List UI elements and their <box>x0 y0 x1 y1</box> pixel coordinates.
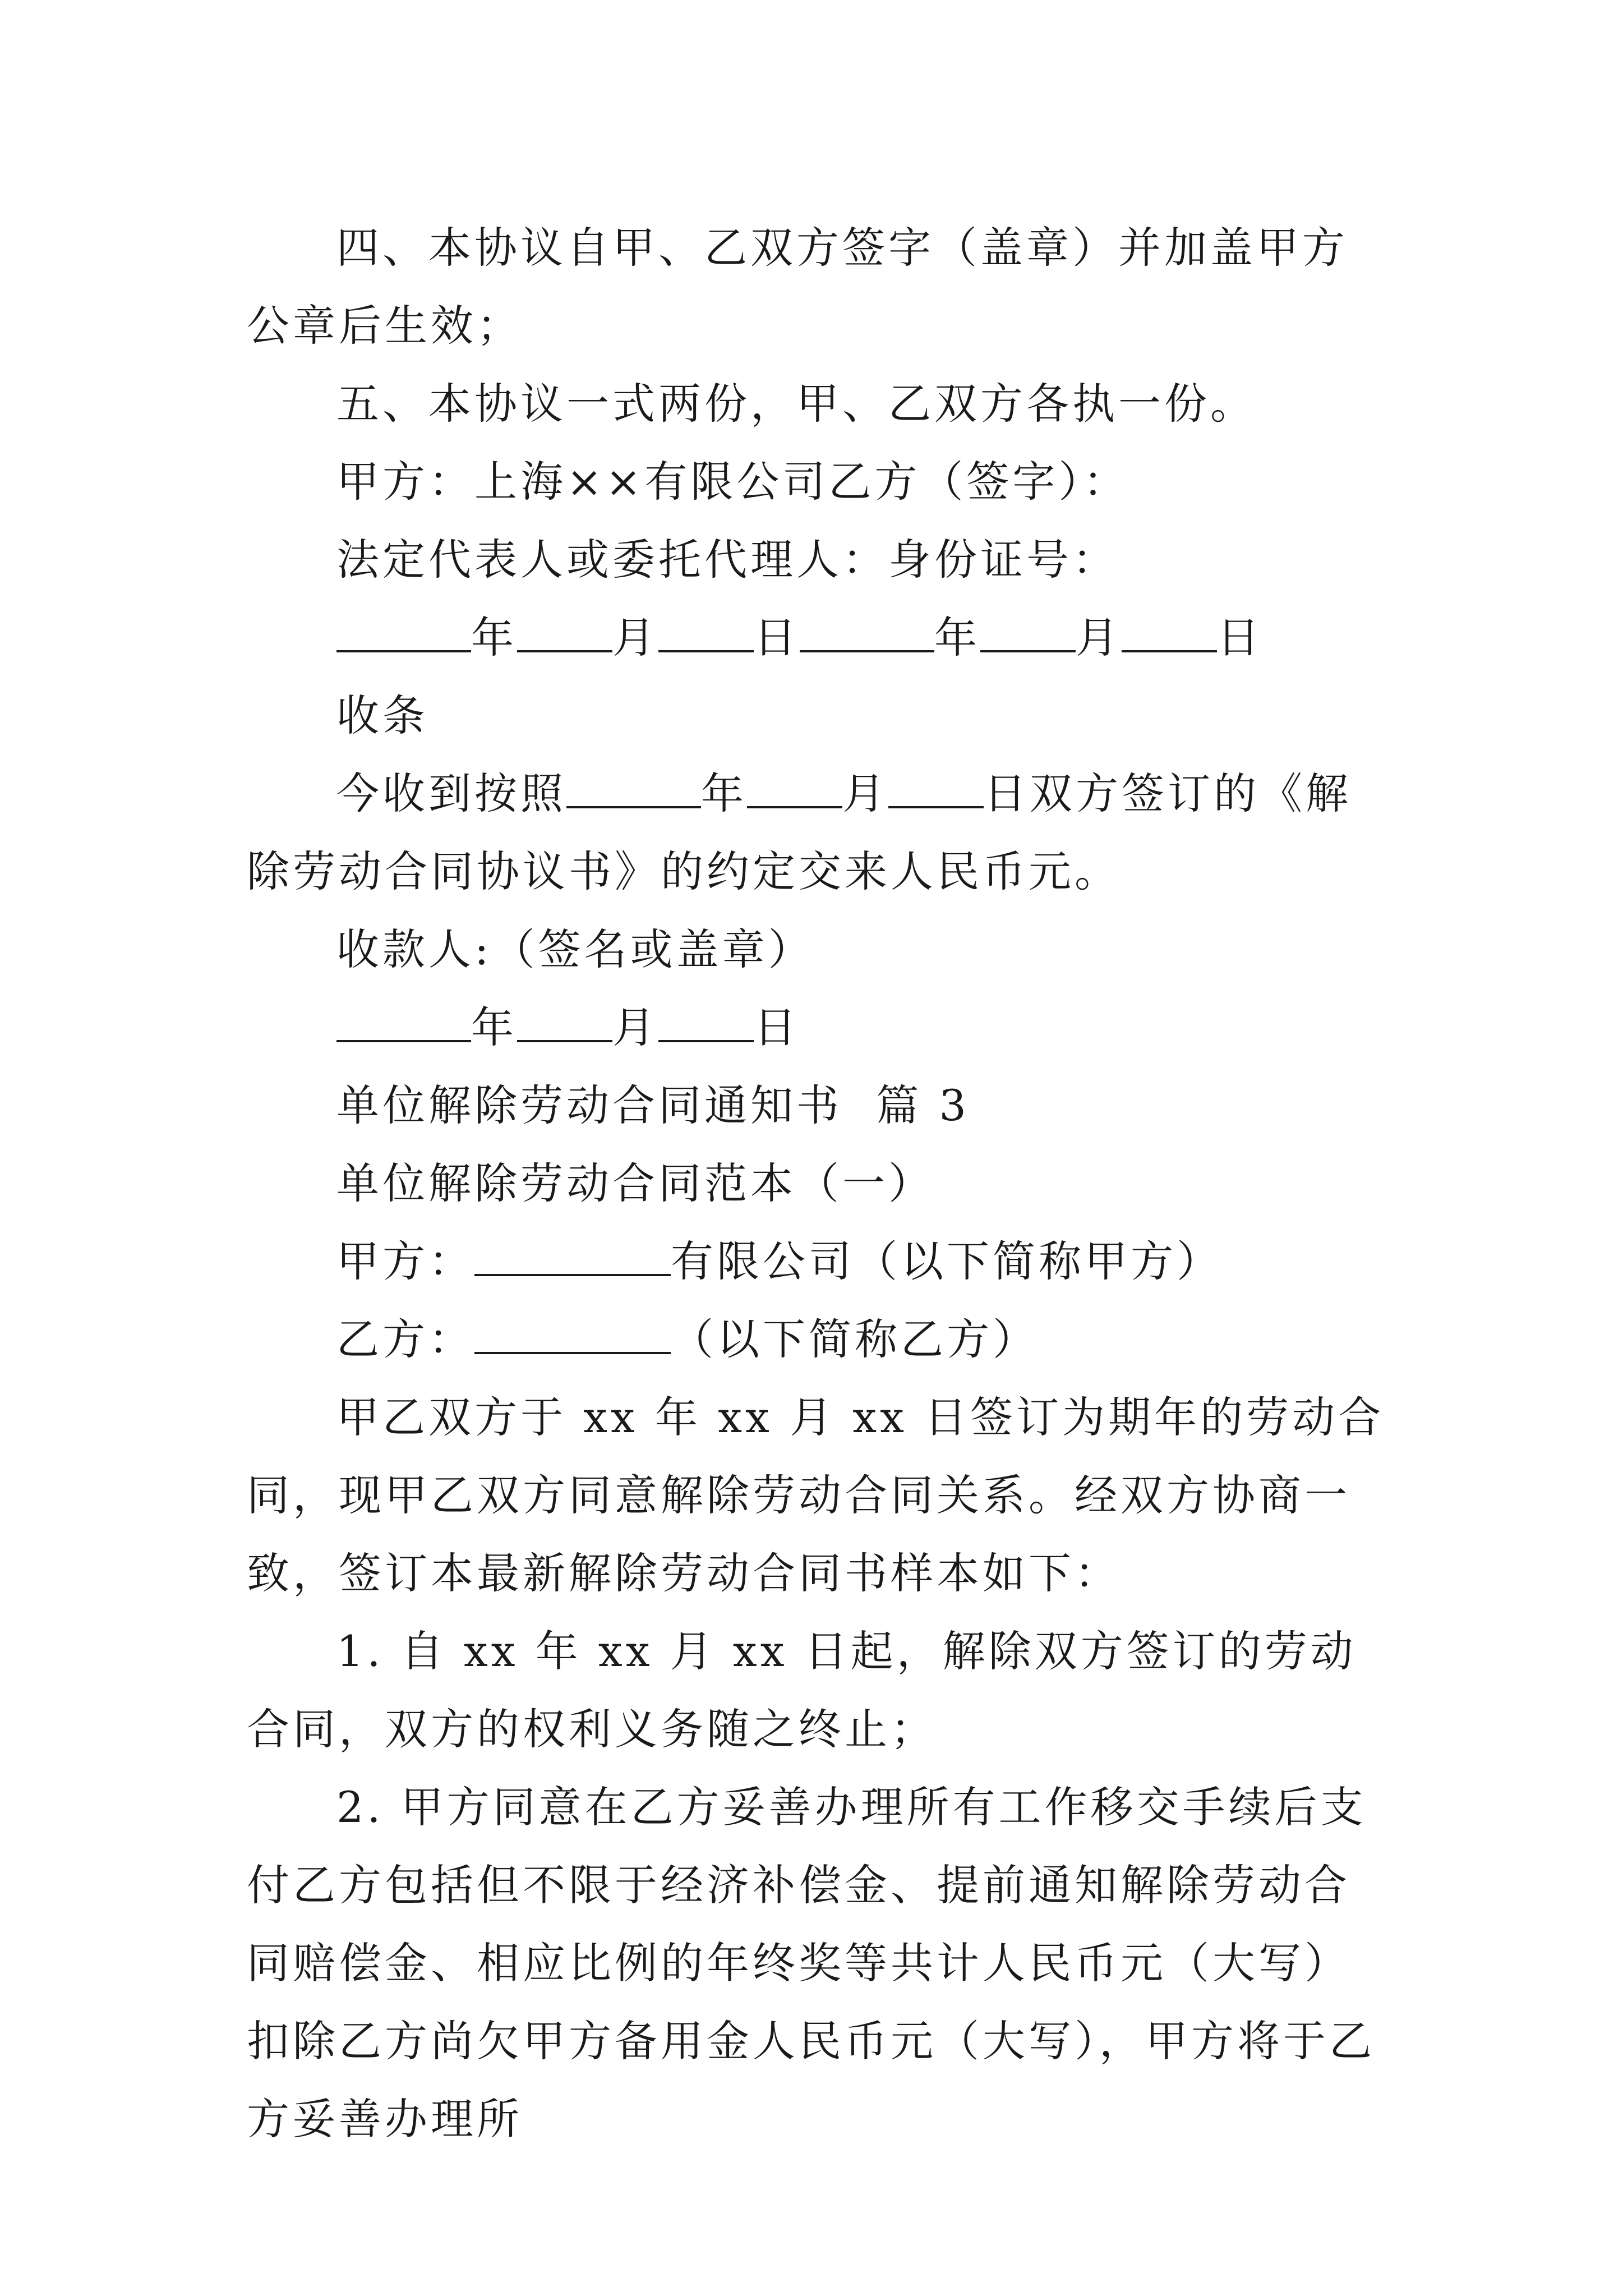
signature-date-line <box>247 599 1389 677</box>
clause-4: 四、本协议自甲、乙双方签字（盖章）并加盖甲方公章后生效； <box>247 223 1348 351</box>
year-label: 年 <box>471 1002 517 1052</box>
receipt-title: 收条 <box>336 691 428 740</box>
clause-5: 五、本协议一式两份，甲、乙双方各执一份。 <box>336 379 1256 429</box>
party-a-suffix: 有限公司（以下简称甲方） <box>671 1236 1223 1286</box>
blank-month-2 <box>980 610 1076 652</box>
month-label: 月 <box>612 1002 658 1052</box>
year-label: 年 <box>701 769 747 818</box>
day-label: 日 <box>754 1002 800 1052</box>
section-heading: 单位解除劳动合同通知书 篇 3 <box>336 1080 970 1130</box>
party-b-blank <box>474 1312 671 1354</box>
document-body <box>247 209 1389 2158</box>
receipt-prefix: 今收到按照 <box>336 769 566 818</box>
day-label: 日 <box>754 613 800 662</box>
month-label: 月 <box>842 769 888 818</box>
party-a-label: 甲方： <box>336 1236 474 1286</box>
item-1: 1. 自 xx 年 xx 月 xx 日起，解除双方签订的劳动合同，双方的权利义务随之终止； <box>247 1626 1357 1754</box>
blank-year <box>566 766 701 808</box>
month-label-2: 月 <box>1076 613 1122 662</box>
month-label: 月 <box>612 613 658 662</box>
receipt-payee: 收款人:（签名或盖章） <box>336 924 814 974</box>
receipt-suffix: 日双方签订的《解除劳动合同协议书》的约定交来人民币元。 <box>247 769 1352 896</box>
party-a-line <box>247 1222 1389 1300</box>
year-label: 年 <box>471 613 517 662</box>
representative-line: 法定代表人或委托代理人：身份证号： <box>336 535 1118 585</box>
blank-year <box>336 610 471 652</box>
receipt-body <box>247 754 1389 910</box>
year-label-2: 年 <box>934 613 980 662</box>
blank-month <box>517 610 612 652</box>
blank-month <box>747 766 842 808</box>
receipt-date-line <box>247 988 1389 1066</box>
day-label-2: 日 <box>1217 613 1263 662</box>
blank-day <box>888 766 984 808</box>
blank-day <box>658 610 754 652</box>
sample-heading: 单位解除劳动合同范本（一） <box>336 1158 934 1208</box>
blank-day-2 <box>1122 610 1217 652</box>
blank-month <box>517 1000 612 1042</box>
blank-year <box>336 1000 471 1042</box>
party-a-blank <box>474 1234 671 1276</box>
intro-paragraph: 甲乙双方于 xx 年 xx 月 xx 日签订为期年的劳动合同，现甲乙双方同意解除劳动合同关系。经双方协商一致，签订本最新解除劳动合同书样本如下： <box>247 1392 1385 1598</box>
blank-year-2 <box>800 610 934 652</box>
item-2: 2. 甲方同意在乙方妥善办理所有工作移交手续后支付乙方包括但不限于经济补偿金、提前通知解除劳动合同赔偿金、相应比例的年终奖等共计人民币元（大写）扣除乙方尚欠甲方备用金人民币元（大写），甲方将于乙方妥善办理所 <box>247 1782 1375 2144</box>
party-signature-line: 甲方：上海××有限公司乙方（签字）： <box>336 457 1129 507</box>
party-b-label: 乙方： <box>336 1314 474 1364</box>
blank-day <box>658 1000 754 1042</box>
party-b-suffix: （以下简称乙方） <box>671 1314 1039 1364</box>
party-b-line <box>247 1300 1389 1378</box>
